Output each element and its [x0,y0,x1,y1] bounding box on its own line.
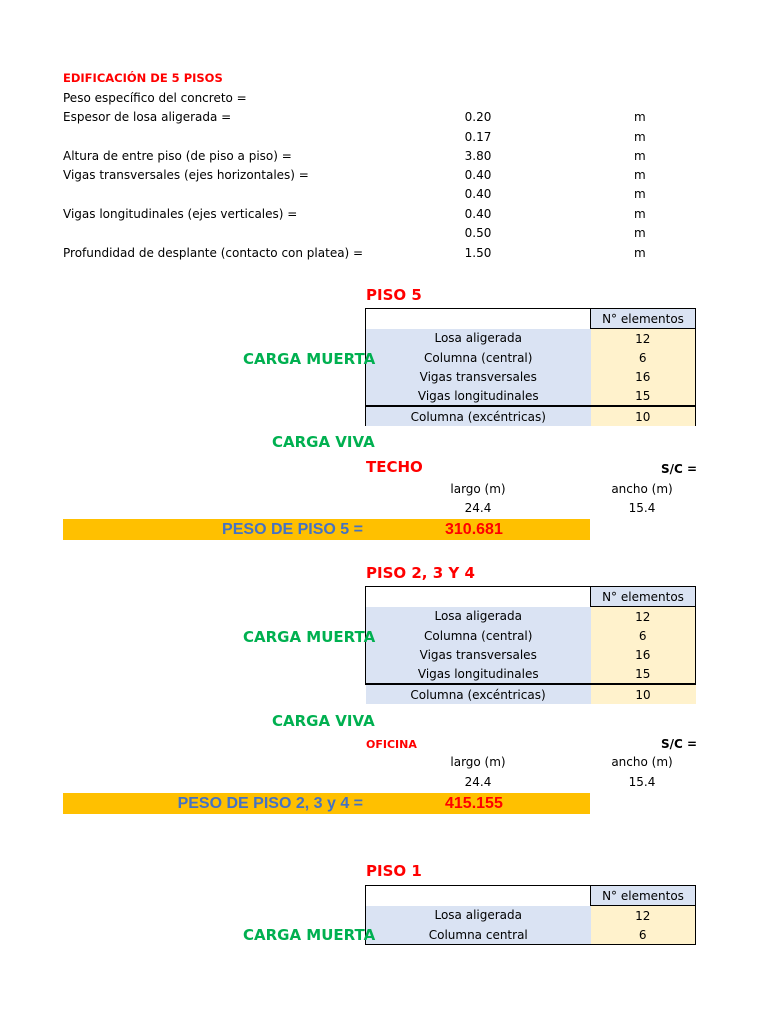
param-unit: m [634,130,646,144]
param-value-profundidad-desplante: 1.50 [464,246,492,260]
section-title-piso234: PISO 2, 3 Y 4 [366,564,475,582]
element-name: Losa aligerada [366,607,591,627]
param-value-altura-entrepiso: 3.80 [464,149,492,163]
table-row [366,906,696,926]
element-count: 10 [591,684,696,704]
element-count: 12 [591,607,696,627]
param-value-espesor-losa-2: 0.17 [464,130,492,144]
table-row [366,348,696,367]
element-name: Losa aligerada [366,329,591,349]
param-value-espesor-losa: 0.20 [464,110,492,124]
carga-viva-label: CARGA VIVA [272,712,375,730]
ancho-value: 15.4 [628,775,656,789]
table-row [366,645,696,664]
elements-table-piso5 [365,308,696,426]
element-count: 15 [591,664,696,684]
param-label-altura-entrepiso: Altura de entre piso (de piso a piso) = [63,149,292,163]
param-value-vigas-longitudinales: 0.40 [464,207,492,221]
element-name: Vigas longitudinales [366,664,591,684]
table-row [366,386,696,406]
elements-table-piso234 [365,586,696,704]
element-count: 6 [591,925,696,945]
element-name: Columna (excéntricas) [366,684,591,704]
element-name: Columna (central) [366,348,591,367]
element-count: 16 [591,367,696,386]
param-unit: m [634,149,646,163]
element-name: Vigas longitudinales [366,386,591,406]
sc-label: S/C = [661,737,698,751]
peso-label-piso234: PESO DE PISO 2, 3 y 4 = [177,795,363,812]
element-name: Columna (excéntricas) [366,406,591,426]
carga-viva-label: CARGA VIVA [272,433,375,451]
table-header-n-elementos: N° elementos [591,587,696,607]
element-count: 6 [591,626,696,645]
element-count: 10 [591,406,696,426]
table-row [366,329,696,349]
ancho-label: ancho (m) [611,755,673,769]
element-count: 12 [591,329,696,349]
param-label-profundidad-desplante: Profundidad de desplante (contacto con platea) = [63,246,364,260]
param-label-vigas-transversales: Vigas transversales (ejes horizontales) = [63,168,309,182]
table-row [366,626,696,645]
table-header-blank [366,886,591,906]
param-label-vigas-longitudinales: Vigas longitudinales (ejes verticales) = [63,207,298,221]
param-label-peso-especifico: Peso específico del concreto = [63,91,247,105]
element-name: Columna (central) [366,626,591,645]
table-row [366,684,696,704]
peso-value-piso234: 415.155 [445,795,503,812]
carga-muerta-label: CARGA MUERTA [243,628,376,646]
param-unit: m [634,110,646,124]
param-label-espesor-losa: Espesor de losa aligerada = [63,110,232,124]
param-value-vigas-transversales-2: 0.40 [464,187,492,201]
param-unit: m [634,207,646,221]
peso-value-piso5: 310.681 [445,521,503,538]
param-value-vigas-longitudinales-2: 0.50 [464,226,492,240]
ancho-label: ancho (m) [611,482,673,496]
table-header-n-elementos: N° elementos [591,309,696,329]
element-name: Losa aligerada [366,906,591,926]
table-row [366,406,696,426]
table-row [366,367,696,386]
largo-value: 24.4 [464,775,492,789]
peso-label-piso5: PESO DE PISO 5 = [222,521,363,538]
ancho-value: 15.4 [628,501,656,515]
element-count: 6 [591,348,696,367]
element-count: 16 [591,645,696,664]
element-name: Columna central [366,925,591,945]
carga-muerta-label: CARGA MUERTA [243,926,376,944]
uso-techo: TECHO [366,458,423,476]
element-count: 12 [591,906,696,926]
table-row [366,925,696,945]
section-title-piso1: PISO 1 [366,862,422,880]
table-row [366,607,696,627]
table-header-blank [366,309,591,329]
sc-label: S/C = [661,462,698,476]
param-unit: m [634,187,646,201]
largo-label: largo (m) [450,482,506,496]
table-header-blank [366,587,591,607]
param-value-vigas-transversales: 0.40 [464,168,492,182]
carga-muerta-label: CARGA MUERTA [243,350,376,368]
document-title: EDIFICACIÓN DE 5 PISOS [63,71,223,85]
element-name: Vigas transversales [366,367,591,386]
param-unit: m [634,226,646,240]
largo-value: 24.4 [464,501,492,515]
uso-oficina: OFICINA [366,738,417,751]
element-count: 15 [591,386,696,406]
param-unit: m [634,168,646,182]
section-title-piso5: PISO 5 [366,286,422,304]
table-header-n-elementos: N° elementos [591,886,696,906]
table-row [366,664,696,684]
largo-label: largo (m) [450,755,506,769]
elements-table-piso1 [365,885,696,945]
element-name: Vigas transversales [366,645,591,664]
param-unit: m [634,246,646,260]
